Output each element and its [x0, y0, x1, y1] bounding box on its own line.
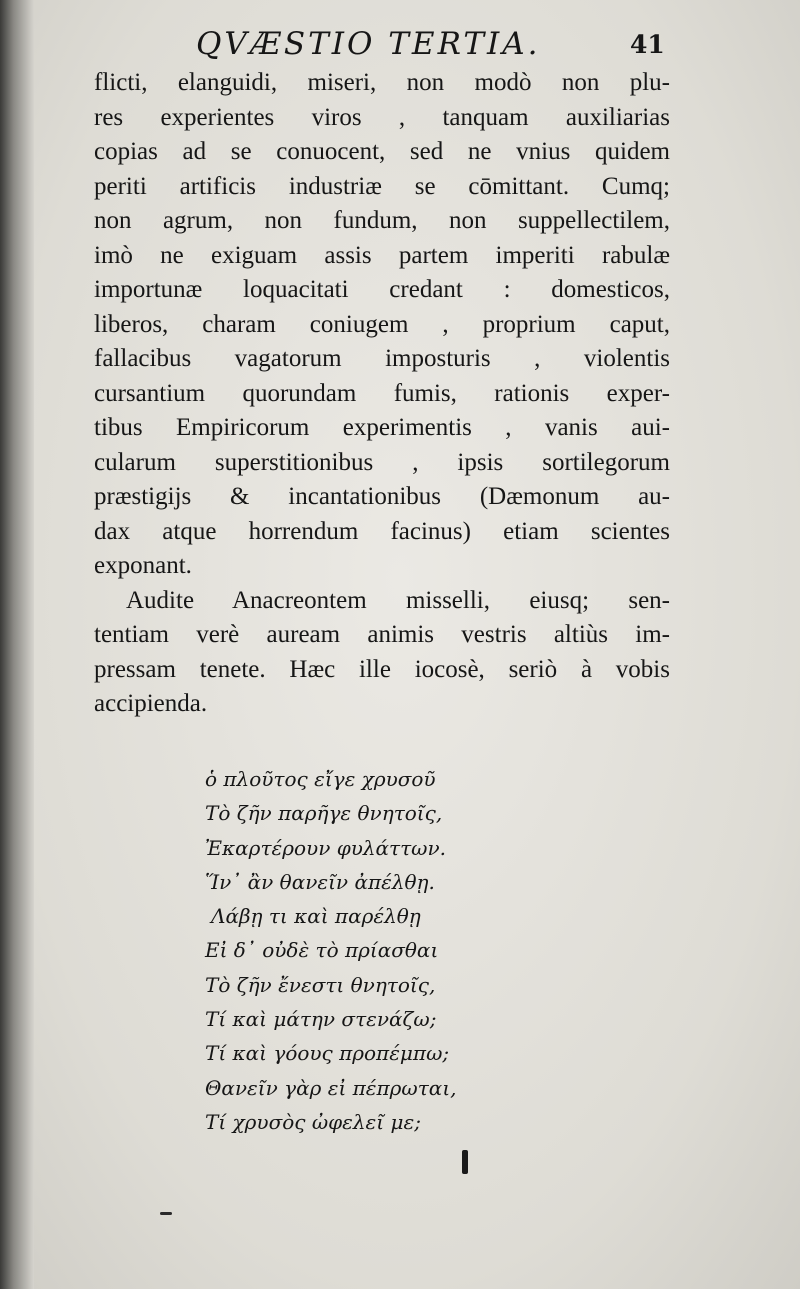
- running-title: QVÆSTIO TERTIA.: [196, 26, 541, 62]
- running-head: [190, 26, 670, 70]
- text-line: præstigijs & incantationibus (Dæmonum au-: [94, 483, 670, 510]
- text-line: cursantium quorundam fumis, rationis exper-: [94, 379, 670, 407]
- text-line: copias ad se conuocent, sed ne vnius quidem: [94, 138, 670, 165]
- ink-speck: [160, 1212, 172, 1215]
- poem-line: Τί χρυσὸς ὠφελεῖ με;: [205, 1109, 421, 1134]
- text-line: liberos, charam coniugem , proprium caput,: [94, 310, 670, 338]
- text-line: non agrum, non fundum, non suppellectilem,: [94, 207, 670, 234]
- poem-line: Ἐκαρτέρουν φυλάττων.: [205, 835, 447, 860]
- poem-line: Εἰ δ᾽ οὐδὲ τὸ πρίασθαι: [205, 938, 439, 963]
- poem-line: ὁ πλοῦτος εἴγε χρυσοῦ: [205, 767, 436, 791]
- text-line: tibus Empiricorum experimentis , vanis aui-: [94, 414, 670, 441]
- poem-line: Τὸ ζῆν ἔνεστι θνητοῖς,: [205, 972, 436, 997]
- page-gutter-shadow: [0, 0, 34, 1289]
- poem-line: Θανεῖν γὰρ εἰ πέπρωται,: [205, 1075, 457, 1100]
- poem-line: Τί καὶ μάτην στενάζω;: [205, 1007, 437, 1032]
- page-number: 41: [630, 30, 665, 59]
- text-line: pressam tenete. Hæc ille iocosè, seriò à vobis: [94, 655, 670, 683]
- poem-line: Τὸ ζῆν παρῆγε θνητοῖς,: [205, 801, 443, 826]
- text-line: flicti, elanguidi, miseri, non modò non plu-: [94, 69, 670, 96]
- poem-line: Λάβῃ τι καὶ παρέλθῃ: [211, 904, 421, 929]
- text-line: periti artificis industriæ se cōmittant. Cumq;: [94, 172, 670, 200]
- text-line: res experientes viros , tanquam auxiliarias: [94, 103, 670, 131]
- text-line: dax atque horrendum facinus) etiam scientes: [94, 517, 670, 545]
- text-line: cularum superstitionibus , ipsis sortilegorum: [94, 448, 670, 476]
- text-line: tentiam verè auream animis vestris altiùs im-: [94, 621, 670, 648]
- end-ornament: [462, 1150, 468, 1174]
- greek-poem: [205, 762, 535, 1139]
- poem-line: Τί καὶ γόους προπέμπω;: [205, 1041, 450, 1066]
- text-line: Audite Anacreontem misselli, eiusq; sen-: [126, 586, 670, 614]
- text-line: fallacibus vagatorum imposturis , violentis: [94, 345, 670, 372]
- poem-line: Ἵν᾽ ἂν θανεῖν ἀπέλθῃ.: [205, 869, 435, 894]
- text-line: imò ne exiguam assis partem imperiti rabulæ: [94, 241, 670, 269]
- text-line: importunæ loquacitati credant : domesticos,: [94, 276, 670, 303]
- latin-body-text: [94, 66, 670, 722]
- text-line: exponant.: [94, 552, 192, 579]
- text-line: accipienda.: [94, 690, 208, 717]
